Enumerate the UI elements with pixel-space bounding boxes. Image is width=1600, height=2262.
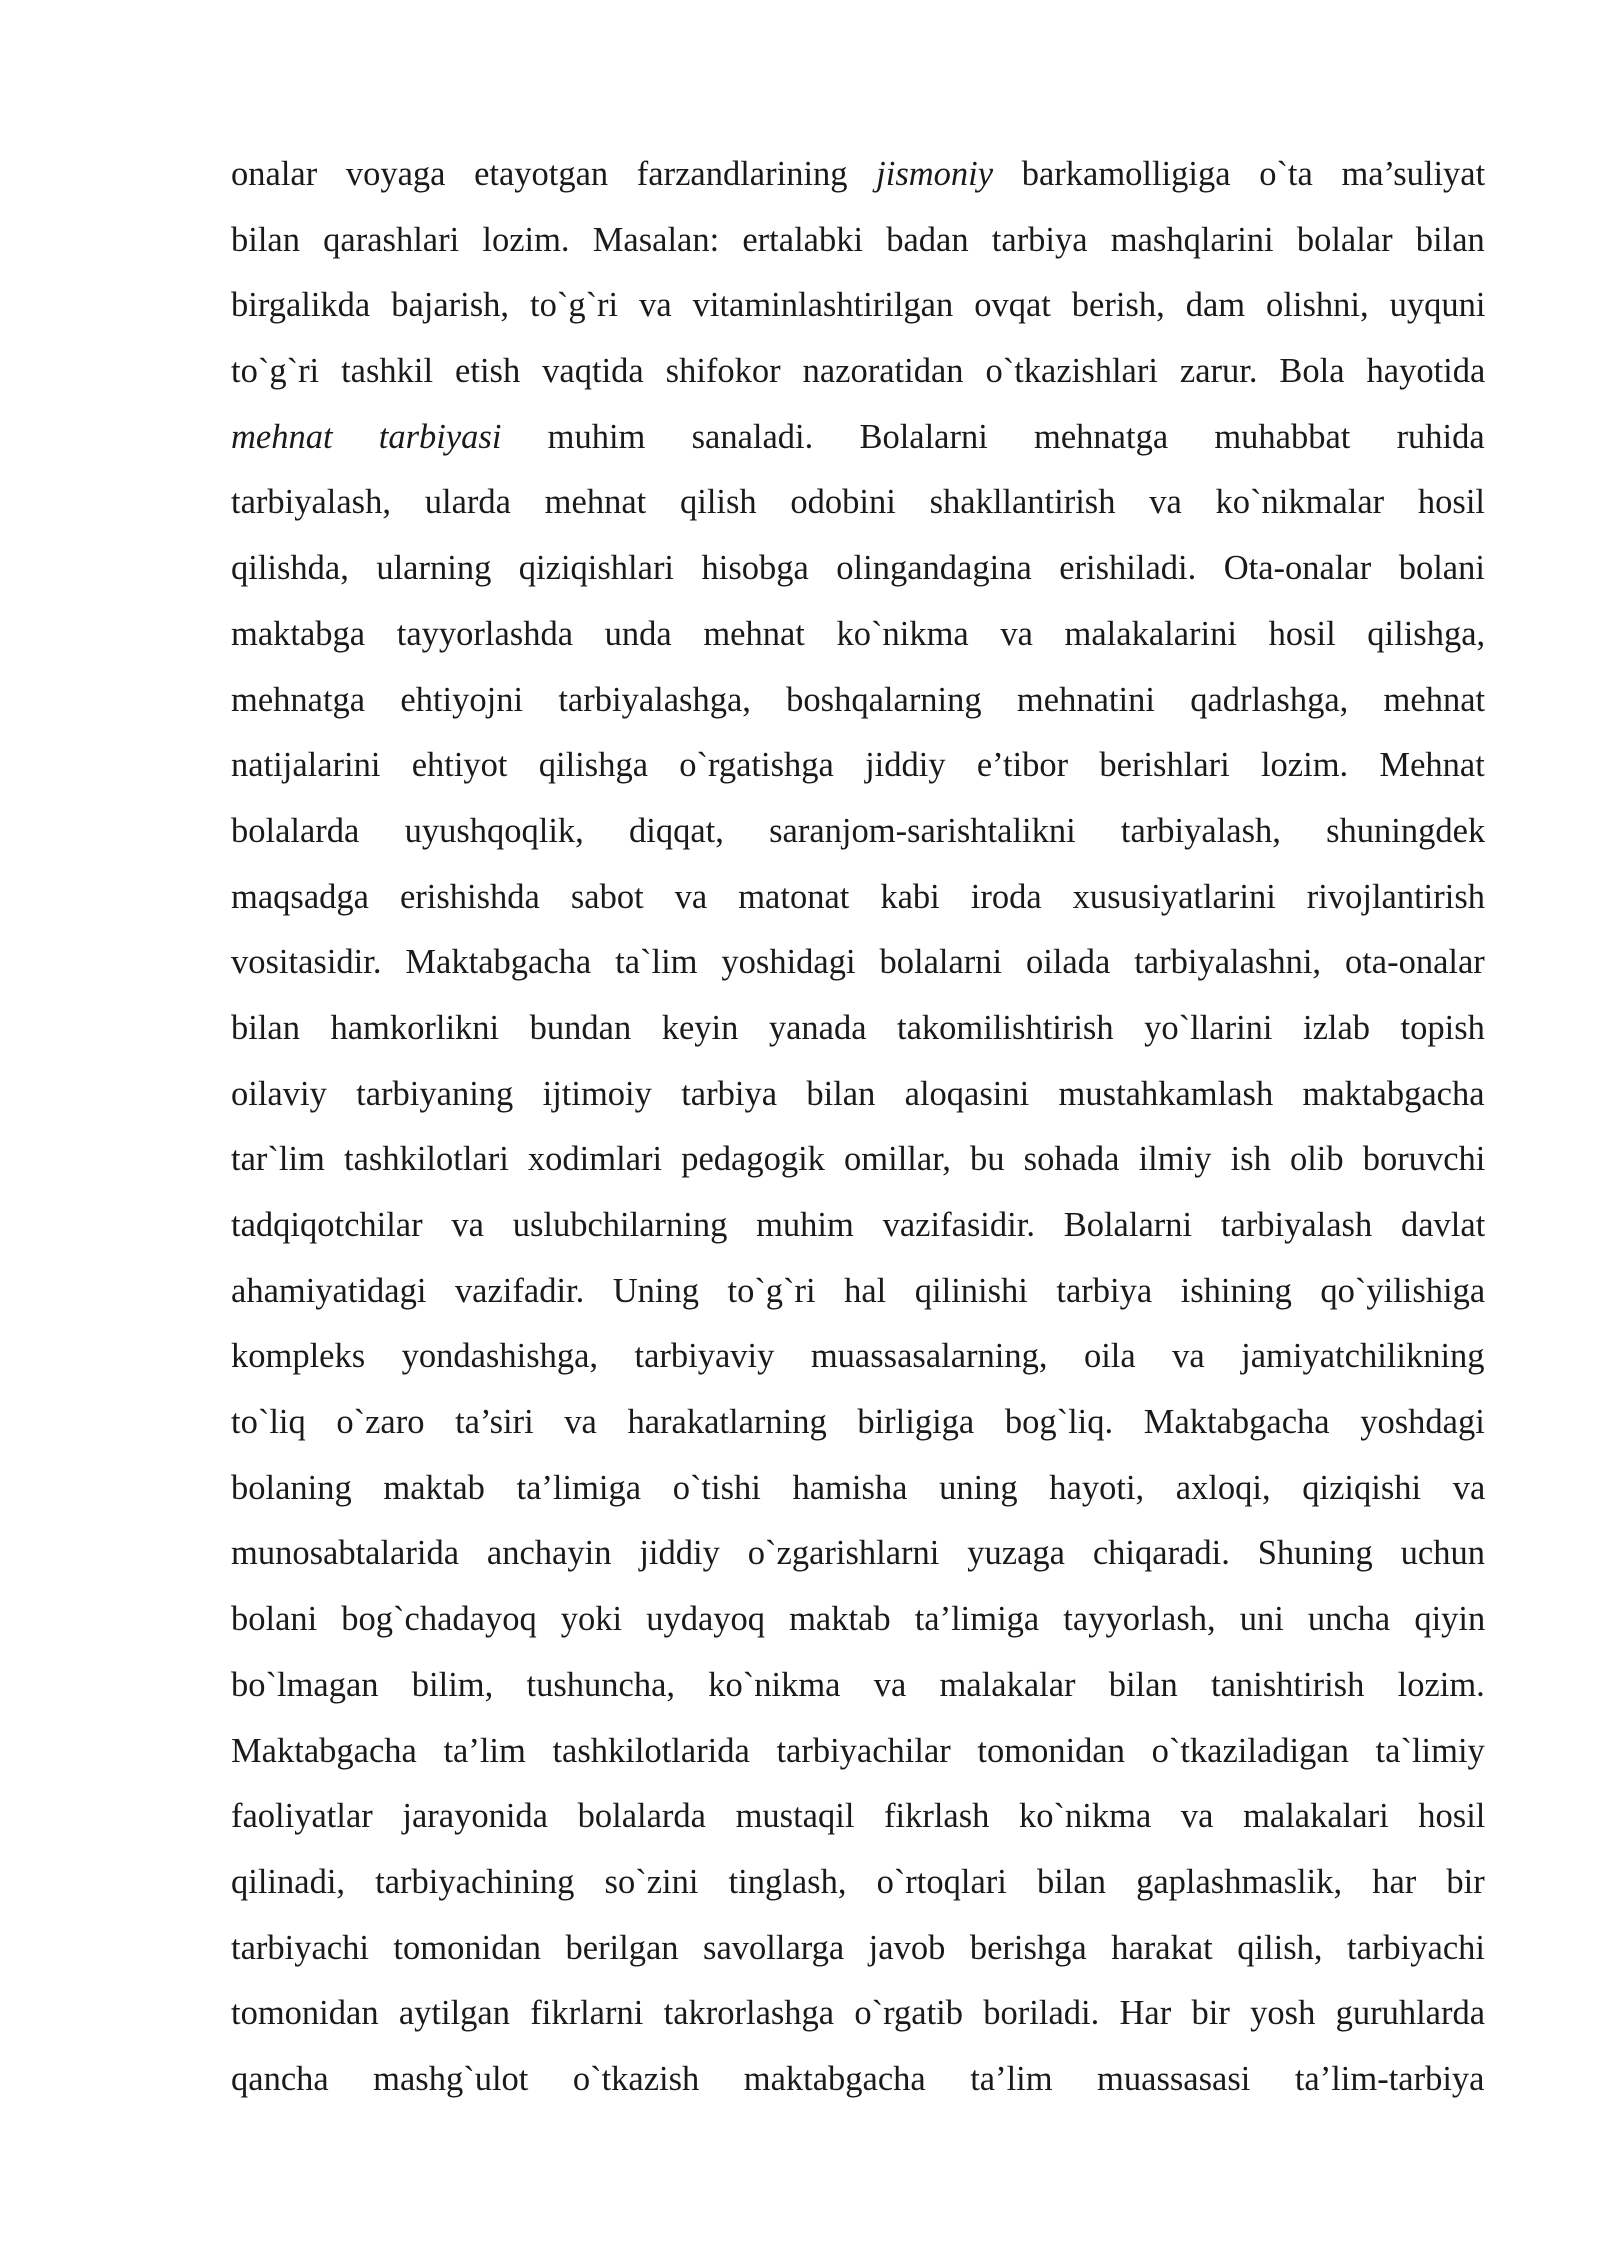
text-line (231, 142, 1485, 208)
text-line (231, 1062, 1485, 1128)
text-segment: bolaning maktab ta’limiga o`tishi hamisha uning hayoti, axloqi, qiziqishi va (231, 1468, 1485, 1507)
text-line (231, 668, 1485, 734)
text-line (231, 1390, 1485, 1456)
text-segment: bolani bog`chadayoq yoki uydayoq maktab ta’limiga tayyorlash, uni uncha qiyin (231, 1600, 1485, 1639)
text-line (231, 1850, 1485, 1916)
text-line (231, 339, 1485, 405)
text-segment: tomonidan aytilgan fikrlarni takrorlashga o`rgatib boriladi. Har bir yosh guruhlarda (231, 1994, 1485, 2033)
text-segment: Maktabgacha ta’lim tashkilotlarida tarbiyachilar tomonidan o`tkaziladigan ta`limiy (231, 1731, 1485, 1770)
text-segment: maktabga tayyorlashda unda mehnat ko`nikma va malakalarini hosil qilishga, (231, 614, 1485, 653)
text-line (231, 1587, 1485, 1653)
text-line (231, 208, 1485, 274)
italic-term: jismoniy (876, 155, 994, 193)
text-segment: tadqiqotchilar va uslubchilarning muhim vazifasidir. Bolalarni tarbiyalash davlat (231, 1206, 1485, 1244)
text-segment: vositasidir. Maktabgacha ta`lim yoshidagi bolalarni oilada tarbiyalashni, ota-onalar (231, 943, 1485, 982)
text-segment: tarbiyalash, ularda mehnat qilish odobini shakllantirish va ko`nikmalar hosil (231, 483, 1485, 522)
text-line (231, 865, 1485, 931)
text-line (231, 1916, 1485, 1982)
text-line (231, 405, 1485, 471)
text-segment: muhim sanaladi. Bolalarni mehnatga muhabbat ruhida (501, 417, 1485, 456)
text-segment: oilaviy tarbiyaning ijtimoiy tarbiya bilan aloqasini mustahkamlash maktabgacha (231, 1074, 1485, 1113)
text-segment: to`g`ri tashkil etish vaqtida shifokor nazoratidan o`tkazishlari zarur. Bola hayotida (231, 352, 1485, 391)
text-segment: bilan hamkorlikni bundan keyin yanada takomilishtirish yo`llarini izlab topish (231, 1008, 1485, 1047)
text-segment: bo`lmagan bilim, tushuncha, ko`nikma va malakalar bilan tanishtirish lozim. (231, 1665, 1485, 1704)
text-segment: tarbiyachi tomonidan berilgan savollarga javob berishga harakat qilish, tarbiyachi (231, 1928, 1485, 1967)
text-line (231, 2047, 1485, 2113)
text-segment: ahamiyatidagi vazifadir. Uning to`g`ri hal qilinishi tarbiya ishining qo`yilishiga (231, 1271, 1485, 1310)
text-segment: mehnatga ehtiyojni tarbiyalashga, boshqalarning mehnatini qadrlashga, mehnat (231, 680, 1485, 719)
text-segment: tar`lim tashkilotlari xodimlari pedagogik omillar, bu sohada ilmiy ish olib boruvchi (231, 1140, 1485, 1179)
text-line (231, 602, 1485, 668)
text-line (231, 1193, 1485, 1259)
text-segment: bolalarda uyushqoqlik, diqqat, saranjom-sarishtalikni tarbiyalash, shuningdek (231, 811, 1485, 850)
text-line (231, 1784, 1485, 1850)
text-line (231, 536, 1485, 602)
text-line (231, 930, 1485, 996)
text-segment: faoliyatlar jarayonida bolalarda mustaqil fikrlash ko`nikma va malakalari hosil (231, 1797, 1485, 1836)
italic-term: mehnat tarbiyasi (231, 417, 502, 456)
text-segment: maqsadga erishishda sabot va matonat kabi iroda xususiyatlarini rivojlantirish (231, 877, 1485, 916)
text-segment: qilishda, ularning qiziqishlari hisobga olingandagina erishiladi. Ota-onalar bolani (231, 549, 1485, 588)
text-line (231, 1981, 1485, 2047)
text-line (231, 1324, 1485, 1390)
text-line (231, 1521, 1485, 1587)
text-line (231, 733, 1485, 799)
text-segment: natijalarini ehtiyot qilishga o`rgatishga jiddiy e’tibor berishlari lozim. Mehnat (231, 746, 1485, 785)
text-line (231, 470, 1485, 536)
text-line (231, 273, 1485, 339)
text-segment: onalar voyaga etayotgan farzandlarining (231, 155, 877, 193)
text-line (231, 799, 1485, 865)
text-line (231, 1653, 1485, 1719)
text-segment: birgalikda bajarish, to`g`ri va vitaminlashtirilgan ovqat berish, dam olishni, uyquni (231, 286, 1485, 325)
text-segment: qancha mashg`ulot o`tkazish maktabgacha ta’lim muassasasi ta’lim-tarbiya (231, 2059, 1485, 2098)
text-segment: kompleks yondashishga, tarbiyaviy muassasalarning, oila va jamiyatchilikning (231, 1337, 1485, 1376)
text-line (231, 1127, 1485, 1193)
text-segment: bilan qarashlari lozim. Masalan: ertalabki badan tarbiya mashqlarini bolalar bilan (231, 220, 1485, 259)
text-line (231, 1259, 1485, 1325)
body-text (231, 142, 1485, 2113)
text-segment: qilinadi, tarbiyachining so`zini tinglash, o`rtoqlari bilan gaplashmaslik, har bir (231, 1862, 1485, 1901)
text-segment: munosabtalarida anchayin jiddiy o`zgarishlarni yuzaga chiqaradi. Shuning uchun (231, 1534, 1485, 1573)
text-segment: barkamolligiga o`ta ma’suliyat (993, 155, 1485, 193)
text-segment: to`liq o`zaro ta’siri va harakatlarning birligiga bog`liq. Maktabgacha yoshdagi (231, 1403, 1485, 1442)
text-line (231, 1719, 1485, 1785)
text-line (231, 1456, 1485, 1522)
text-line (231, 996, 1485, 1062)
